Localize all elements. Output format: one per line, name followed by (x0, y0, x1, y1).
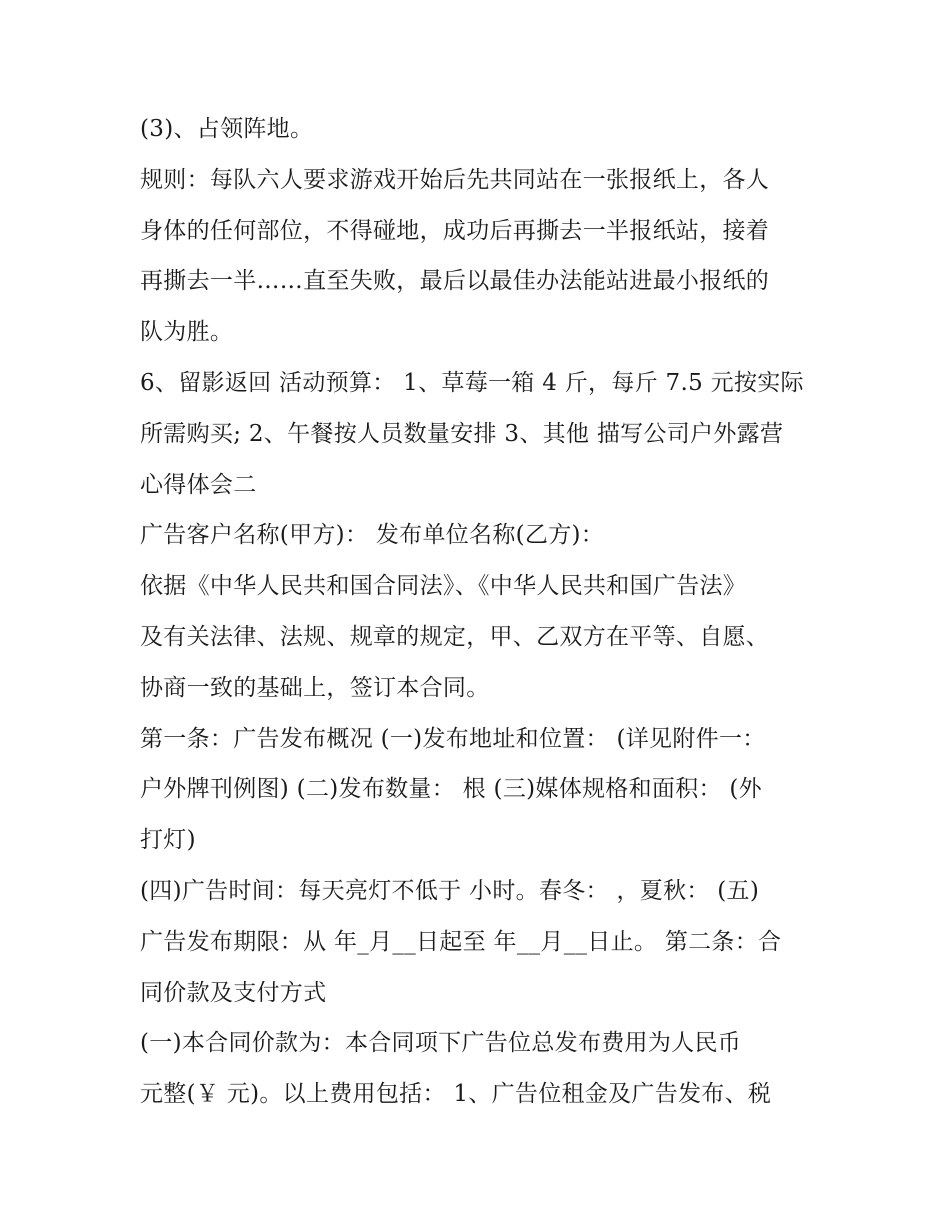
text-line: 队为胜。 (140, 319, 234, 346)
text-line: 户外牌刊例图) (二)发布数量： 根 (三)媒体规格和面积： (外 (140, 776, 762, 803)
text-line: 再撕去一半……直至失败，最后以最佳办法能站进最小报纸的 (140, 268, 770, 295)
text-line: (一)本合同价款为：本合同项下广告位总发布费用为人民币 (140, 1030, 742, 1057)
text-line: 广告客户名称(甲方)： 发布单位名称(乙方)： (140, 522, 605, 549)
text-line: 元整(￥ 元)。以上费用包括： 1、广告位租金及广告发布、税 (140, 1081, 772, 1108)
text-line: 广告发布期限：从 年_月__日起至 年__月__日止。 第二条：合 (140, 928, 782, 955)
text-line: (3)、占领阵地。 (140, 116, 314, 142)
text-line: (四)广告时间：每天亮灯不低于 小时。春冬： ，夏秋： (五) (140, 877, 760, 904)
text-line: 心得体会二 (140, 471, 257, 498)
document-body (140, 104, 820, 1120)
text-line: 同价款及支付方式 (140, 979, 327, 1006)
text-line: 身体的任何部位，不得碰地，成功后再撕去一半报纸站，接着 (140, 217, 770, 244)
text-line: 依据《中华人民共和国合同法》、《中华人民共和国广告法》 (140, 573, 747, 600)
text-line: 及有关法律、法规、规章的规定，甲、乙双方在平等、自愿、 (140, 623, 770, 650)
text-line: 6、留影返回 活动预算： 1、草莓一箱 4 斤，每斤 7.5 元按实际 (140, 369, 804, 396)
text-line: 第一条：广告发布概况 (一)发布地址和位置： (详见附件一： (140, 725, 766, 752)
text-line: 打灯) (140, 827, 196, 854)
text-line: 所需购买; 2、午餐按人员数量安排 3、其他 描写公司户外露营 (140, 420, 784, 447)
text-line: 规则：每队六人要求游戏开始后先共同站在一张报纸上，各人 (140, 166, 770, 193)
text-line: 协商一致的基础上，签订本合同。 (140, 674, 490, 701)
